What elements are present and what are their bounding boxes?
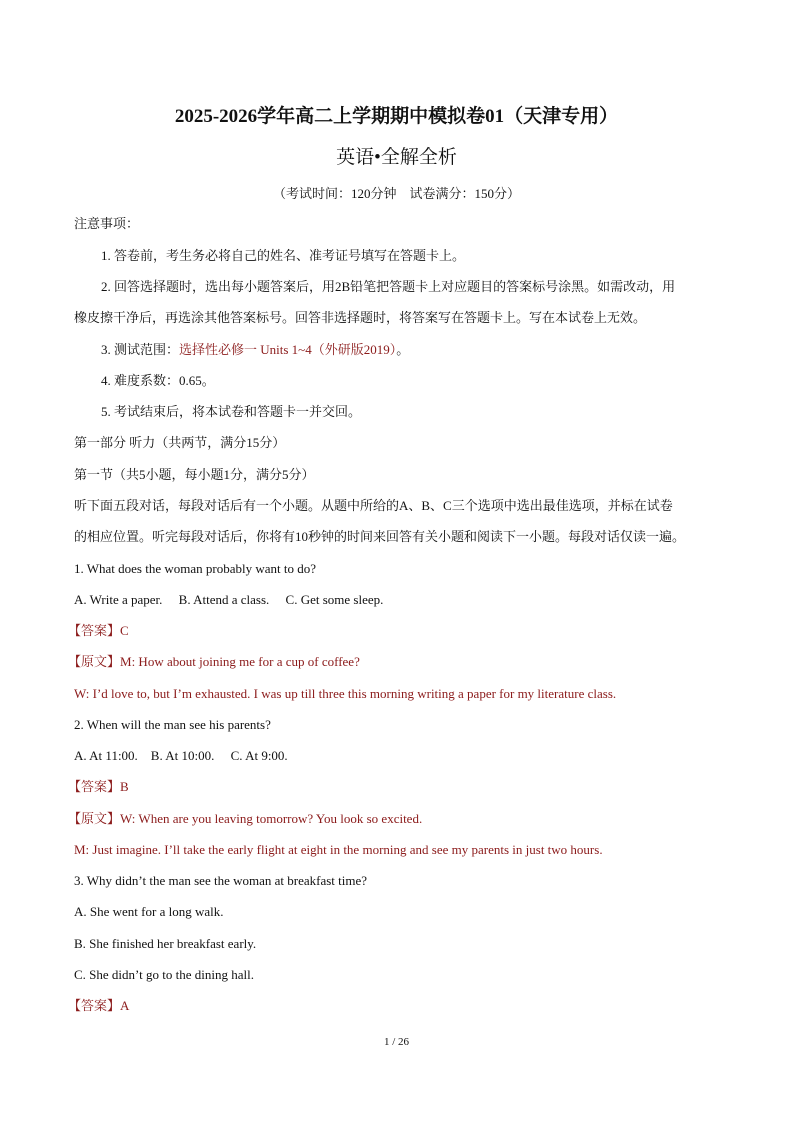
- question-3-option-c: C. She didn’t go to the dining hall.: [74, 967, 254, 982]
- question-1-script-line-1: [68, 653, 360, 671]
- exam-meta: （考试时间：120分钟 试卷满分：150分）: [272, 186, 520, 201]
- answer-value: C: [120, 623, 129, 638]
- note-item-2-line-2: 橡皮擦干净后，再选涂其他答案标号。回答非选择题时，将答案写在答题卡上。写在本试卷上无效。: [74, 310, 647, 325]
- question-2-answer: [68, 778, 129, 796]
- note-item-3: [101, 341, 409, 359]
- answer-value: A: [120, 998, 130, 1013]
- answer-tag: 【答案】: [68, 998, 121, 1013]
- script-text: W: When are you leaving tomorrow? You look so excited.: [120, 811, 423, 826]
- answer-value: B: [120, 779, 129, 794]
- question-2-stem: 2. When will the man see his parents?: [74, 717, 271, 732]
- section-instructions-line-2: 的相应位置。听完每段对话后，你将有10秒钟的时间来回答有关小题和阅读下一小题。每段对话仅读一遍。: [74, 529, 686, 544]
- question-1-options: A. Write a paper. B. Attend a class. C. Get some sleep.: [74, 592, 384, 607]
- page-number: 1 / 26: [383, 1036, 410, 1048]
- question-1-script-line-2: W: I’d love to, but I’m exhausted. I was up till three this morning writing a paper for my literature class.: [74, 686, 617, 701]
- note-item-4: 4. 难度系数：0.65。: [101, 373, 215, 388]
- page-title: 2025-2026学年高二上学期期中模拟卷01（天津专用）: [174, 106, 619, 127]
- question-3-option-b: B. She finished her breakfast early.: [74, 936, 257, 951]
- question-1-stem: 1. What does the woman probably want to do?: [74, 561, 317, 576]
- section-sub-heading: 第一节（共5小题，每小题1分，满分5分）: [74, 467, 315, 482]
- section-instructions-line-1: 听下面五段对话，每段对话后有一个小题。从题中所给的A、B、C三个选项中选出最佳选项，并标在试卷: [74, 498, 673, 513]
- question-3-answer: [68, 997, 129, 1015]
- question-2-options: A. At 11:00. B. At 10:00. C. At 9:00.: [74, 748, 288, 763]
- answer-tag: 【答案】: [68, 779, 121, 794]
- note-item-3-range: 选择性必修一 Units 1~4（外研版2019）: [179, 342, 397, 357]
- question-2-script-line-2: M: Just imagine. I’ll take the early flight at eight in the morning and see my parents in just two hours.: [74, 842, 603, 857]
- note-item-3-prefix: 3. 测试范围：: [101, 342, 180, 357]
- note-item-3-suffix: 。: [396, 342, 410, 357]
- question-3-option-a: A. She went for a long walk.: [74, 904, 224, 919]
- note-item-5: 5. 考试结束后，将本试卷和答题卡一并交回。: [101, 404, 362, 419]
- script-tag: 【原文】: [68, 811, 121, 826]
- question-1-answer: [68, 622, 129, 640]
- note-item-2-line-1: 2. 回答选择题时，选出每小题答案后，用2B铅笔把答题卡上对应题目的答案标号涂黑。如需改动，用: [101, 279, 676, 294]
- note-item-1: 1. 答卷前，考生务必将自己的姓名、准考证号填写在答题卡上。: [101, 248, 466, 263]
- script-text: M: How about joining me for a cup of coffee?: [120, 654, 360, 669]
- script-tag: 【原文】: [68, 654, 121, 669]
- answer-tag: 【答案】: [68, 623, 121, 638]
- notes-heading: 注意事项：: [74, 216, 140, 231]
- question-2-script-line-1: [68, 810, 422, 828]
- page-subtitle: 英语•全解全析: [336, 147, 457, 168]
- section-part-heading: 第一部分 听力（共两节，满分15分）: [74, 435, 286, 450]
- question-3-stem: 3. Why didn’t the man see the woman at breakfast time?: [74, 873, 368, 888]
